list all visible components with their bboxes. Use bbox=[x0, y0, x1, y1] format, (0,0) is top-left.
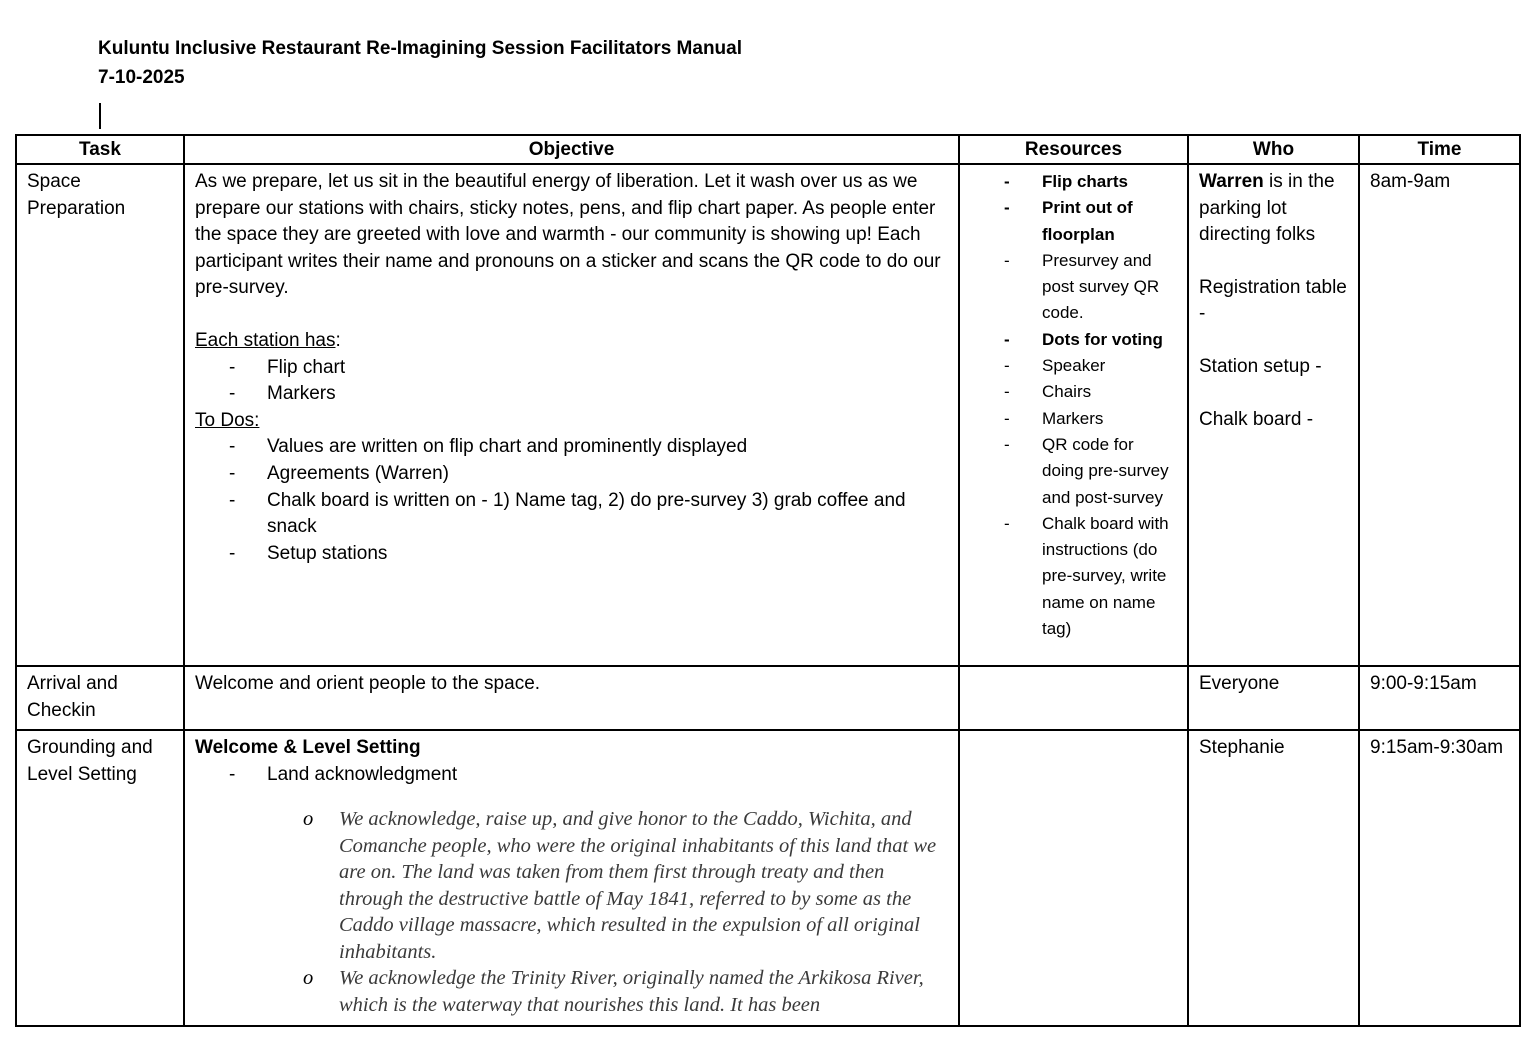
header-objective: Objective bbox=[184, 135, 959, 164]
document-header bbox=[98, 34, 742, 92]
station-list bbox=[195, 355, 948, 408]
resources-cell bbox=[959, 164, 1188, 666]
who-chalk: Chalk board - bbox=[1199, 408, 1314, 430]
list-item: - Flip chart bbox=[267, 355, 948, 382]
time-cell: 8am-9am bbox=[1359, 164, 1520, 666]
spacer bbox=[1199, 381, 1348, 407]
who-registration: Registration table - bbox=[1199, 276, 1347, 325]
objective-heading: Welcome & Level Setting bbox=[195, 737, 421, 758]
task-cell: Space Preparation bbox=[16, 164, 184, 666]
station-heading: Each station has bbox=[195, 329, 336, 351]
who-name: Warren bbox=[1199, 171, 1264, 192]
todo-list bbox=[195, 434, 948, 567]
who-parking bbox=[1199, 169, 1348, 249]
list-item: - Presurvey and post survey QR code. bbox=[1042, 248, 1177, 327]
list-item: - Agreements (Warren) bbox=[267, 461, 948, 488]
who-cell bbox=[1188, 164, 1359, 666]
table-row bbox=[16, 730, 1520, 1026]
document-date: 7-10-2025 bbox=[98, 67, 185, 88]
time-cell: 9:15am-9:30am bbox=[1359, 730, 1520, 1026]
objective-cell bbox=[184, 730, 959, 1026]
task-cell: Grounding and Level Setting bbox=[16, 730, 184, 1026]
spacer bbox=[195, 302, 948, 328]
list-item: - Values are written on flip chart and prominently displayed bbox=[267, 434, 948, 461]
who-cell: Everyone bbox=[1188, 666, 1359, 730]
list-item: - Print out of floorplan bbox=[1042, 195, 1177, 248]
list-item: - Markers bbox=[267, 381, 948, 408]
list-item: - Chalk board with instructions (do pre-survey, write name on name tag) bbox=[1042, 511, 1177, 642]
list-item: - Flip charts bbox=[1042, 169, 1177, 195]
list-item: - Setup stations bbox=[267, 541, 948, 568]
who-parking-text: is in the parking lot directing folks bbox=[1199, 171, 1335, 246]
acknowledgment-list bbox=[195, 806, 948, 1018]
list-item: - QR code for doing pre-survey and post-survey bbox=[1042, 432, 1177, 511]
objective-cell: Welcome and orient people to the space. bbox=[184, 666, 959, 730]
spacer bbox=[1199, 328, 1348, 354]
table-row bbox=[16, 164, 1520, 666]
time-cell: 9:00-9:15am bbox=[1359, 666, 1520, 730]
header-who: Who bbox=[1188, 135, 1359, 164]
objective-cell bbox=[184, 164, 959, 666]
list-item: o We acknowledge the Trinity River, originally named the Arkikosa River, which is the waterway that nourishes this land. It has been bbox=[339, 965, 948, 1018]
list-item: - Land acknowledgment bbox=[267, 762, 948, 789]
list-item: - Markers bbox=[1042, 406, 1177, 432]
task-cell: Arrival and Checkin bbox=[16, 666, 184, 730]
header-time: Time bbox=[1359, 135, 1520, 164]
objective-list bbox=[195, 762, 948, 789]
todos-heading: To Dos: bbox=[195, 409, 260, 431]
station-colon: : bbox=[335, 329, 341, 351]
spacer bbox=[1199, 249, 1348, 275]
list-item: - Dots for voting bbox=[1042, 327, 1177, 353]
resources-list bbox=[970, 169, 1177, 642]
list-item: - Chairs bbox=[1042, 379, 1177, 405]
station-heading-line bbox=[195, 328, 948, 355]
who-cell: Stephanie bbox=[1188, 730, 1359, 1026]
list-item: - Speaker bbox=[1042, 353, 1177, 379]
header-task: Task bbox=[16, 135, 184, 164]
facilitator-table bbox=[15, 134, 1521, 1027]
table-row bbox=[16, 666, 1520, 730]
list-item: o We acknowledge, raise up, and give honor to the Caddo, Wichita, and Comanche people, who were the original inhabitants of this land that we are on. The land was taken from them first through treaty and then through the destructive battle of May 1841, referred to by some as the Caddo village massacre, which resulted in the expulsion of all original inhabitants. bbox=[339, 806, 948, 965]
resources-cell bbox=[959, 666, 1188, 730]
header-resources: Resources bbox=[959, 135, 1188, 164]
who-station: Station setup - bbox=[1199, 355, 1322, 377]
document-title: Kuluntu Inclusive Restaurant Re-Imagining Session Facilitators Manual bbox=[98, 38, 743, 59]
list-item: - Chalk board is written on - 1) Name tag, 2) do pre-survey 3) grab coffee and snack bbox=[267, 488, 948, 541]
table-header-row bbox=[16, 135, 1520, 164]
resources-cell bbox=[959, 730, 1188, 1026]
text-cursor bbox=[99, 103, 101, 129]
objective-intro: As we prepare, let us sit in the beautiful energy of liberation. Let it wash over us as we prepare our stations with chairs, sticky notes, pens, and flip chart paper. As people enter the space they are greeted with love and warmth - our community is showing up! Each participant writes their name and pronouns on a sticker and scans the QR code to do our pre-survey. bbox=[195, 171, 941, 299]
